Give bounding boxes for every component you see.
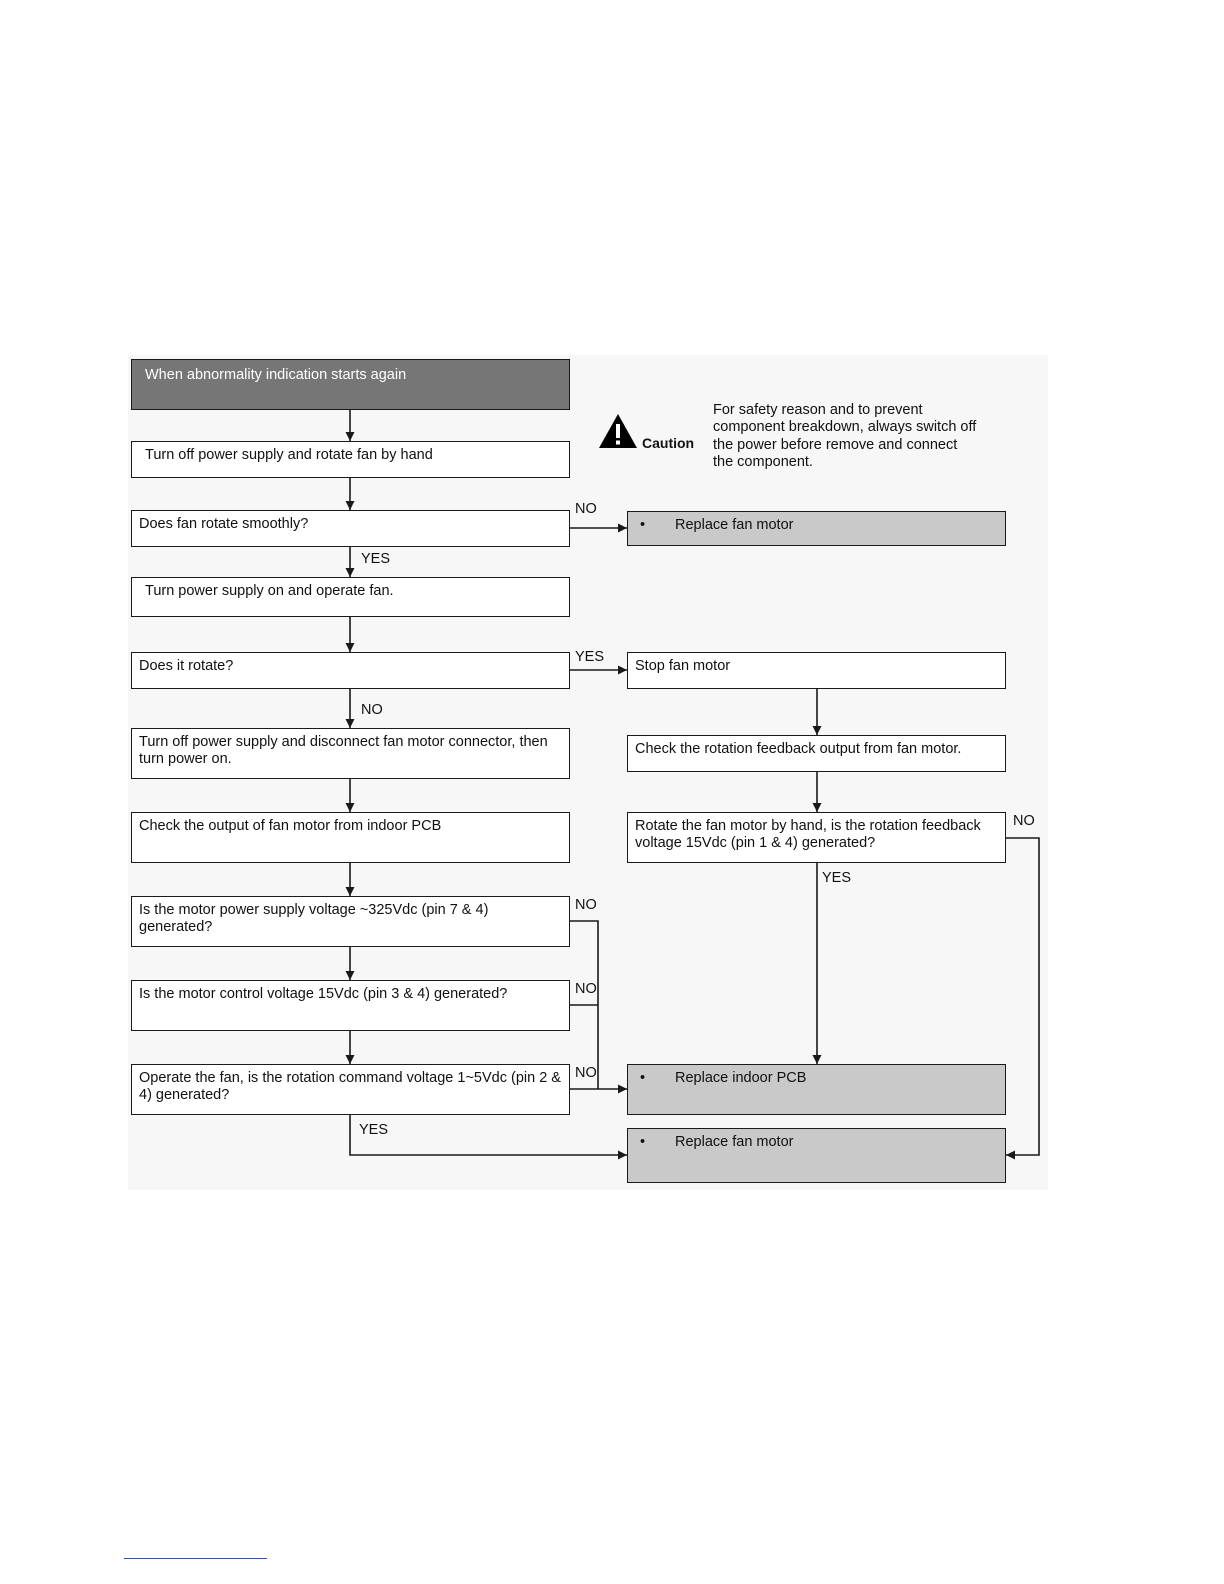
question-325v: Is the motor power supply voltage ~325Vdc (pin 7 & 4) generated?	[131, 896, 570, 947]
arrow-q-command-yes	[350, 1114, 627, 1155]
branch-label-yes: YES	[575, 649, 605, 665]
caution-text: For safety reason and to prevent component breakdown, always switch off the power before remove and connect the component.	[713, 402, 977, 470]
branch-label-no: NO	[575, 897, 597, 913]
step-stop-fan-motor: Stop fan motor	[627, 652, 1006, 689]
branch-label-no: NO	[1013, 813, 1035, 829]
warning-triangle-icon	[598, 413, 638, 449]
bullet: •	[640, 517, 646, 533]
branch-label-yes: YES	[359, 1122, 389, 1138]
footnote-rule	[124, 1558, 267, 1559]
question-rotate-smoothly: Does fan rotate smoothly?	[131, 510, 570, 547]
branch-label-no: NO	[575, 981, 597, 997]
step-power-on-operate: Turn power supply on and operate fan.	[131, 577, 570, 617]
action-label: Replace indoor PCB	[675, 1070, 807, 1086]
branch-label-yes: YES	[822, 870, 852, 886]
step-check-output: Check the output of fan motor from indoor PCB	[131, 812, 570, 863]
bullet: •	[640, 1134, 646, 1150]
action-replace-fan-motor-top	[627, 511, 1006, 546]
question-feedback-voltage: Rotate the fan motor by hand, is the rotation feedback voltage 15Vdc (pin 1 & 4) generated?	[627, 812, 1006, 863]
action-label: Replace fan motor	[675, 1134, 794, 1150]
bullet: •	[640, 1070, 646, 1086]
branch-label-no: NO	[575, 501, 597, 517]
branch-label-yes: YES	[361, 551, 391, 567]
question-command-voltage: Operate the fan, is the rotation command voltage 1~5Vdc (pin 2 & 4) generated?	[131, 1064, 570, 1115]
question-does-it-rotate: Does it rotate?	[131, 652, 570, 689]
step-turn-off-rotate: Turn off power supply and rotate fan by hand	[131, 441, 570, 478]
step-disconnect-connector: Turn off power supply and disconnect fan motor connector, then turn power on.	[131, 728, 570, 779]
branch-label-no: NO	[361, 702, 383, 718]
arrow-q-feedback-no	[1005, 838, 1039, 1155]
question-15v: Is the motor control voltage 15Vdc (pin 3 & 4) generated?	[131, 980, 570, 1031]
action-replace-fan-motor-bottom	[627, 1128, 1006, 1183]
action-replace-indoor-pcb	[627, 1064, 1006, 1115]
branch-label-no: NO	[575, 1065, 597, 1081]
action-label: Replace fan motor	[675, 517, 794, 533]
start-box: When abnormality indication starts again	[131, 359, 570, 410]
caution-label: Caution	[642, 435, 695, 451]
step-check-feedback: Check the rotation feedback output from fan motor.	[627, 735, 1006, 772]
